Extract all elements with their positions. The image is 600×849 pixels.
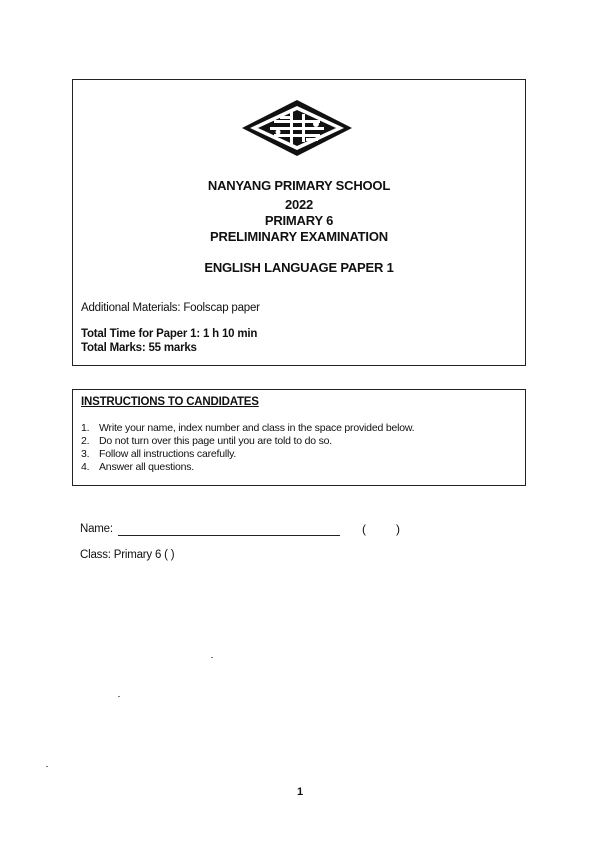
cover-box [72,79,526,366]
list-item: 1. Write your name, index number and class in the space provided below. [81,422,415,434]
list-item: 3. Follow all instructions carefully. [81,448,237,460]
school-name: NANYANG PRIMARY SCHOOL [207,178,391,193]
instructions-heading: INSTRUCTIONS TO CANDIDATES [81,396,259,408]
paper-title: ENGLISH LANGUAGE PAPER 1 [204,260,394,275]
scan-speck [211,657,213,658]
exam-year: 2022 [284,197,314,212]
instructions-box [72,389,526,486]
total-time: Total Time for Paper 1: 1 h 10 min [81,328,258,340]
scan-speck [118,696,120,697]
class-label: Class: Primary 6 ( ) [80,549,175,561]
exam-level: PRIMARY 6 [264,213,334,228]
exam-name: PRELIMINARY EXAMINATION [210,229,388,244]
school-crest-icon [240,98,354,158]
additional-materials: Additional Materials: Foolscap paper [81,302,260,314]
name-label: Name: [80,523,113,535]
list-item: 4. Answer all questions. [81,461,195,473]
list-item: 2. Do not turn over this page until you are told to do so. [81,435,332,447]
page-number: 1 [296,786,304,798]
name-field[interactable] [118,535,340,536]
instructions-list [81,422,414,474]
total-marks: Total Marks: 55 marks [81,342,197,354]
index-open-paren: ( [362,522,366,536]
scan-speck [46,766,48,767]
index-close-paren: ) [396,522,400,536]
